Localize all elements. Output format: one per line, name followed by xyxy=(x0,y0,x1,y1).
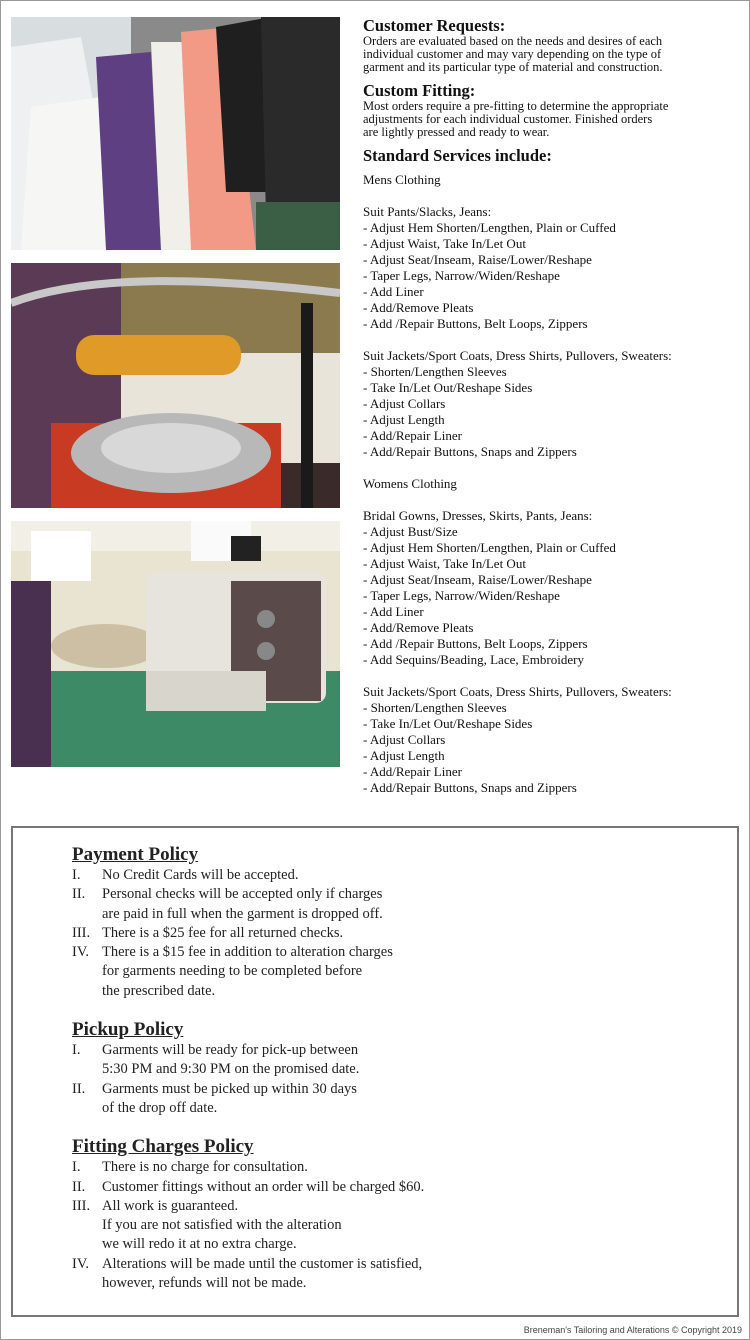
standard-services-heading: Standard Services include: xyxy=(363,146,552,165)
service-item: - Shorten/Lengthen Sleeves xyxy=(363,700,507,715)
service-item: - Add/Repair Buttons, Snaps and Zippers xyxy=(363,444,577,459)
service-item: - Adjust Seat/Inseam, Raise/Lower/Reshape xyxy=(363,572,592,587)
customer-requests-line: individual customer and may vary depending on the type of xyxy=(363,47,662,61)
service-item: - Shorten/Lengthen Sleeves xyxy=(363,364,507,379)
policy-item xyxy=(72,1255,692,1294)
policy-item-number: IV. xyxy=(72,1255,90,1272)
payment-policy-title: Payment Policy xyxy=(72,844,199,865)
policy-item-number: I. xyxy=(72,1042,81,1059)
womens-gowns-title: Bridal Gowns, Dresses, Skirts, Pants, Jeans: xyxy=(363,508,593,523)
policy-item-number: III. xyxy=(72,924,91,941)
service-item: - Adjust Collars xyxy=(363,396,446,411)
custom-fitting-line: are lightly pressed and ready to wear. xyxy=(363,125,550,139)
service-item: - Adjust Waist, Take In/Let Out xyxy=(363,236,526,251)
policy-item xyxy=(72,1041,692,1080)
policy-item-text: Garments will be ready for pick-up between 5:30 PM and 9:30 PM on the promised date. xyxy=(102,1042,360,1078)
mens-jackets-title: Suit Jackets/Sport Coats, Dress Shirts, Pullovers, Sweaters: xyxy=(363,348,672,363)
steam-iron-pressing-photo xyxy=(11,263,340,508)
services-column xyxy=(363,17,743,796)
garments-on-rack-photo xyxy=(11,17,340,250)
policy-item-text: Garments must be picked up within 30 days of the drop off date. xyxy=(102,1080,357,1116)
policy-item-text: Alterations will be made until the customer is satisfied, however, refunds will not be made. xyxy=(102,1255,423,1292)
service-item: - Add /Repair Buttons, Belt Loops, Zippers xyxy=(363,316,588,331)
service-item: - Add/Remove Pleats xyxy=(363,300,474,315)
sewing-machine-workshop-photo xyxy=(11,521,340,767)
custom-fitting-line: Most orders require a pre-fitting to determine the appropriate xyxy=(363,99,669,113)
policy-item-number: II. xyxy=(72,1080,86,1097)
service-item: - Adjust Length xyxy=(363,748,445,763)
policy-item xyxy=(72,943,692,1001)
services-list xyxy=(363,172,743,796)
service-item: - Add Sequins/Beading, Lace, Embroidery xyxy=(363,652,584,667)
service-item: - Take In/Let Out/Reshape Sides xyxy=(363,716,533,731)
policy-item-number: II. xyxy=(72,886,86,903)
policy-item xyxy=(72,1178,692,1197)
policy-item xyxy=(72,924,692,943)
service-item: - Take In/Let Out/Reshape Sides xyxy=(363,380,533,395)
service-item: - Adjust Length xyxy=(363,412,445,427)
customer-requests-heading: Customer Requests: xyxy=(363,16,506,35)
womens-jackets-title: Suit Jackets/Sport Coats, Dress Shirts, Pullovers, Sweaters: xyxy=(363,684,672,699)
policy-item xyxy=(72,1158,692,1177)
service-item: - Adjust Seat/Inseam, Raise/Lower/Reshape xyxy=(363,252,592,267)
mens-clothing-title: Mens Clothing xyxy=(363,172,441,187)
service-item: - Taper Legs, Narrow/Widen/Reshape xyxy=(363,588,560,603)
pickup-policy-title: Pickup Policy xyxy=(72,1019,184,1041)
service-item: - Add/Repair Liner xyxy=(363,764,462,779)
copyright-footer: Breneman's Tailoring and Alterations © Copyright 2019 xyxy=(523,1325,742,1335)
service-item: - Add Liner xyxy=(363,604,424,619)
service-item: - Add Liner xyxy=(363,284,424,299)
customer-requests-line: Orders are evaluated based on the needs and desires of each xyxy=(363,34,663,48)
customer-requests-text xyxy=(363,35,743,74)
service-item: - Add/Repair Buttons, Snaps and Zippers xyxy=(363,780,577,795)
policy-item-text: There is a $15 fee in addition to alteration charges for garments needing to be completed before the prescribed date. xyxy=(102,944,393,999)
policy-item xyxy=(72,1197,692,1255)
policy-item-text: There is no charge for consultation. xyxy=(102,1159,308,1176)
customer-requests-section xyxy=(363,17,743,74)
policy-item-text: Personal checks will be accepted only if charges are paid in full when the garment is dropped off. xyxy=(102,886,383,922)
policy-item xyxy=(72,866,692,885)
fitting-charges-policy-section xyxy=(72,1136,692,1293)
service-item: - Adjust Collars xyxy=(363,732,446,747)
policy-item-text: Customer fittings without an order will be charged $60. xyxy=(102,1178,425,1195)
policy-box xyxy=(11,826,739,1317)
service-item: - Add /Repair Buttons, Belt Loops, Zippers xyxy=(363,636,588,651)
policy-item-number: II. xyxy=(72,1178,86,1195)
mens-pants-title: Suit Pants/Slacks, Jeans: xyxy=(363,204,492,219)
service-item: - Adjust Bust/Size xyxy=(363,524,458,539)
custom-fitting-text xyxy=(363,100,743,139)
policy-item-number: I. xyxy=(72,1159,81,1176)
customer-requests-line: garment and its particular type of material and construction. xyxy=(363,60,663,74)
service-item: - Adjust Hem Shorten/Lengthen, Plain or Cuffed xyxy=(363,540,616,555)
fitting-charges-policy-title: Fitting Charges Policy xyxy=(72,1136,254,1158)
service-item: - Taper Legs, Narrow/Widen/Reshape xyxy=(363,268,560,283)
policy-item-text: No Credit Cards will be accepted. xyxy=(102,867,299,883)
service-item: - Adjust Waist, Take In/Let Out xyxy=(363,556,526,571)
policy-item-number: I. xyxy=(72,867,81,883)
policy-item xyxy=(72,1080,692,1119)
policy-item-text: All work is guaranteed. If you are not satisfied with the alteration we will redo it at no extra charge. xyxy=(102,1197,342,1253)
policy-item xyxy=(72,885,692,924)
policy-item-text: There is a $25 fee for all returned checks. xyxy=(102,924,344,941)
policy-item-number: IV. xyxy=(72,944,90,961)
service-item: - Add/Repair Liner xyxy=(363,428,462,443)
custom-fitting-heading: Custom Fitting: xyxy=(363,81,476,100)
custom-fitting-line: adjustments for each individual customer. Finished orders xyxy=(363,112,653,126)
service-item: - Add/Remove Pleats xyxy=(363,620,474,635)
custom-fitting-section xyxy=(363,82,743,139)
service-item: - Adjust Hem Shorten/Lengthen, Plain or Cuffed xyxy=(363,220,616,235)
payment-policy-section xyxy=(72,844,692,1001)
pickup-policy-section xyxy=(72,1019,692,1118)
policy-item-number: III. xyxy=(72,1197,91,1214)
womens-clothing-title: Womens Clothing xyxy=(363,476,457,491)
